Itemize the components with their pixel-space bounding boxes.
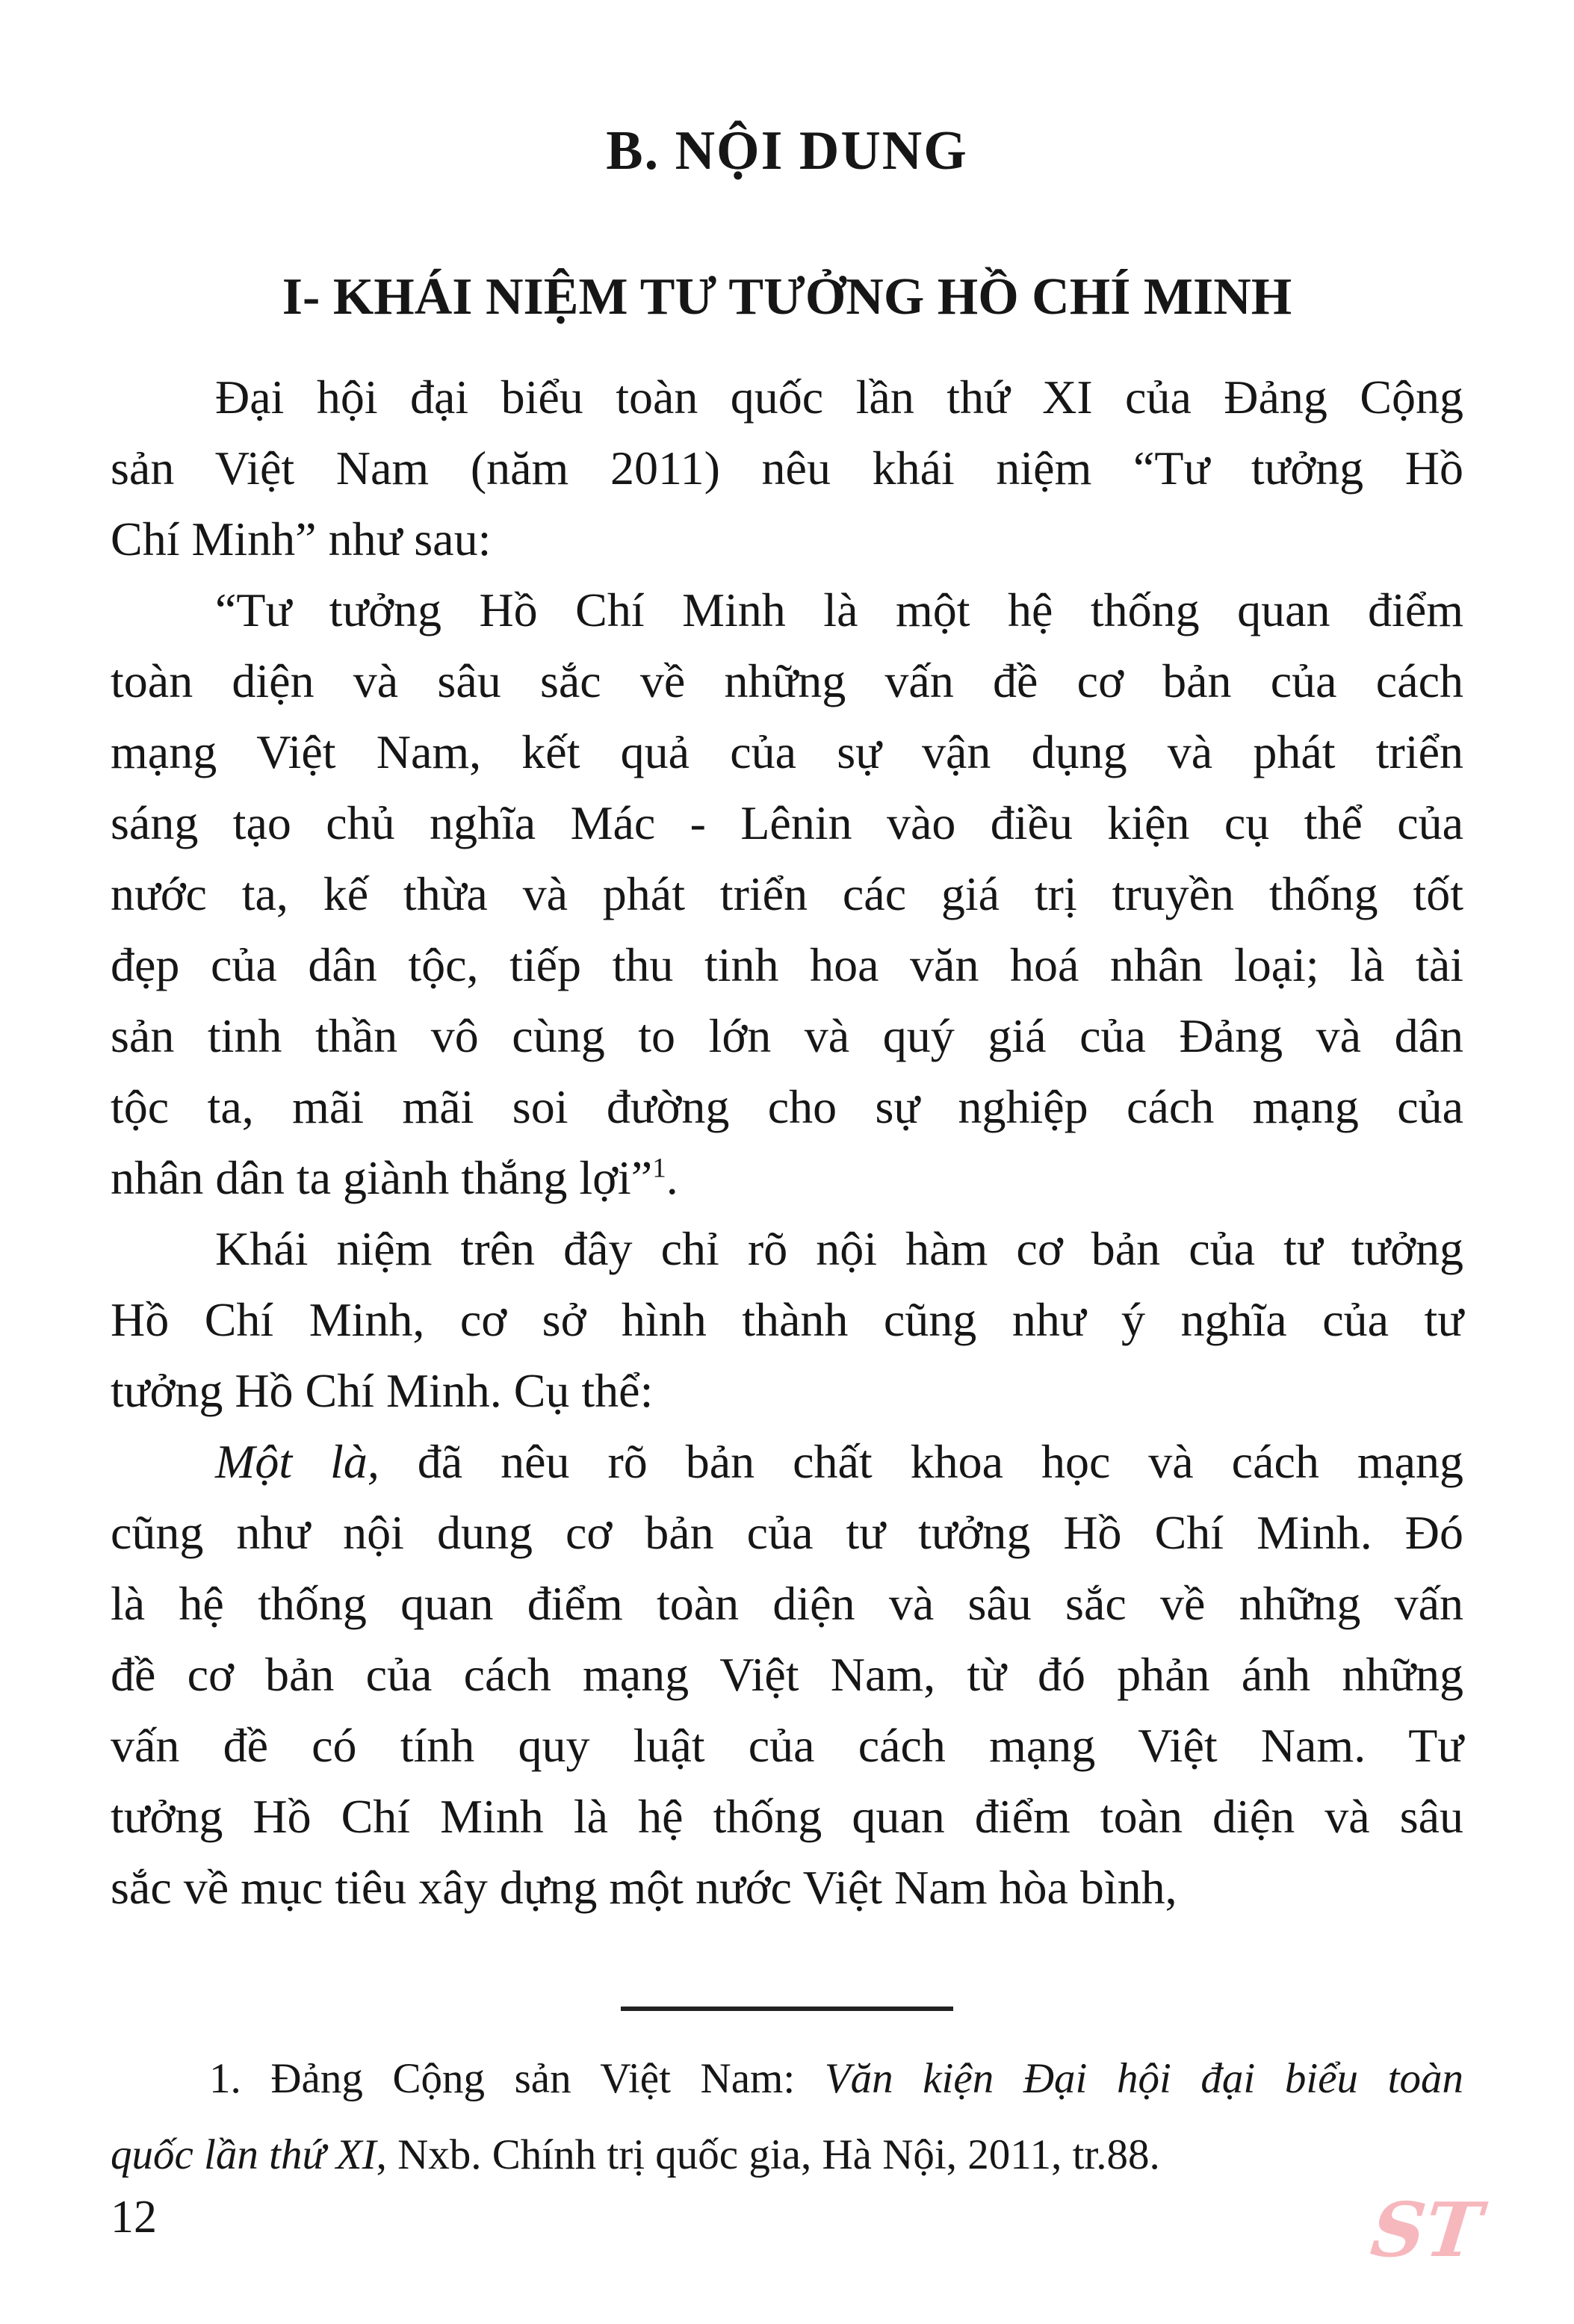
footnote-line: quốc lần thứ XI, Nxb. Chính trị quốc gia, Hà Nội, 2011, tr.88. [111, 2131, 1160, 2178]
body-line: Hồ Chí Minh, cơ sở hình thành cũng như ý nghĩa của tư [111, 1293, 1463, 1346]
section-heading: I- KHÁI NIỆM TƯ TƯỞNG HỒ CHÍ MINH [282, 268, 1292, 326]
footnote-separator [621, 2007, 953, 2011]
body-line: sáng tạo chủ nghĩa Mác - Lênin vào điều kiện cụ thể của [111, 796, 1463, 849]
footnote-reference: 1 [652, 1153, 666, 1184]
body-line: Đại hội đại biểu toàn quốc lần thứ XI của Đảng Cộng [215, 371, 1463, 424]
body-line: đề cơ bản của cách mạng Việt Nam, từ đó phản ánh những [111, 1648, 1463, 1701]
body-line: tưởng Hồ Chí Minh. Cụ thể: [111, 1364, 654, 1417]
page-title: B. NỘI DUNG [606, 120, 968, 182]
body-line: mạng Việt Nam, kết quả của sự vận dụng và phát triển [111, 725, 1463, 778]
body-line: là hệ thống quan điểm toàn diện và sâu sắc về những vấn [111, 1577, 1463, 1630]
body-line: sắc về mục tiêu xây dựng một nước Việt Nam hòa bình, [111, 1861, 1177, 1914]
footnote-line: 1. Đảng Cộng sản Việt Nam: Văn kiện Đại hội đại biểu toàn [209, 2055, 1463, 2102]
body-line: tưởng Hồ Chí Minh là hệ thống quan điểm toàn diện và sâu [111, 1790, 1463, 1843]
body-line: tộc ta, mãi mãi soi đường cho sự nghiệp cách mạng của [111, 1080, 1463, 1133]
footnote [111, 2041, 1463, 2193]
publisher-logo: ST [1366, 2186, 1486, 2274]
body-line: vấn đề có tính quy luật của cách mạng Việt Nam. Tư [111, 1719, 1463, 1772]
body-line: sản tinh thần vô cùng to lớn và quý giá của Đảng và dân [111, 1009, 1463, 1062]
page-number: 12 [111, 2192, 157, 2243]
body-line: đẹp của dân tộc, tiếp thu tinh hoa văn hoá nhân loại; là tài [111, 938, 1463, 991]
body-line: sản Việt Nam (năm 2011) nêu khái niệm “Tư tưởng Hồ [111, 441, 1463, 495]
body-line: nhân dân ta giành thắng lợi”$^1$. [111, 1151, 678, 1204]
body-line: “Tư tưởng Hồ Chí Minh là một hệ thống quan điểm [215, 583, 1463, 636]
body-line: nước ta, kế thừa và phát triển các giá trị truyền thống tốt [111, 867, 1463, 920]
body-line: Khái niệm trên đây chỉ rõ nội hàm cơ bản của tư tưởng [215, 1222, 1463, 1275]
body-line: Chí Minh” như sau: [111, 512, 492, 565]
body-line: cũng như nội dung cơ bản của tư tưởng Hồ Chí Minh. Đó [111, 1506, 1463, 1559]
body-line: toàn diện và sâu sắc về những vấn đề cơ bản của cách [111, 654, 1463, 707]
body-line: Một là, đã nêu rõ bản chất khoa học và cách mạng [215, 1435, 1464, 1488]
body-text [111, 362, 1463, 1923]
